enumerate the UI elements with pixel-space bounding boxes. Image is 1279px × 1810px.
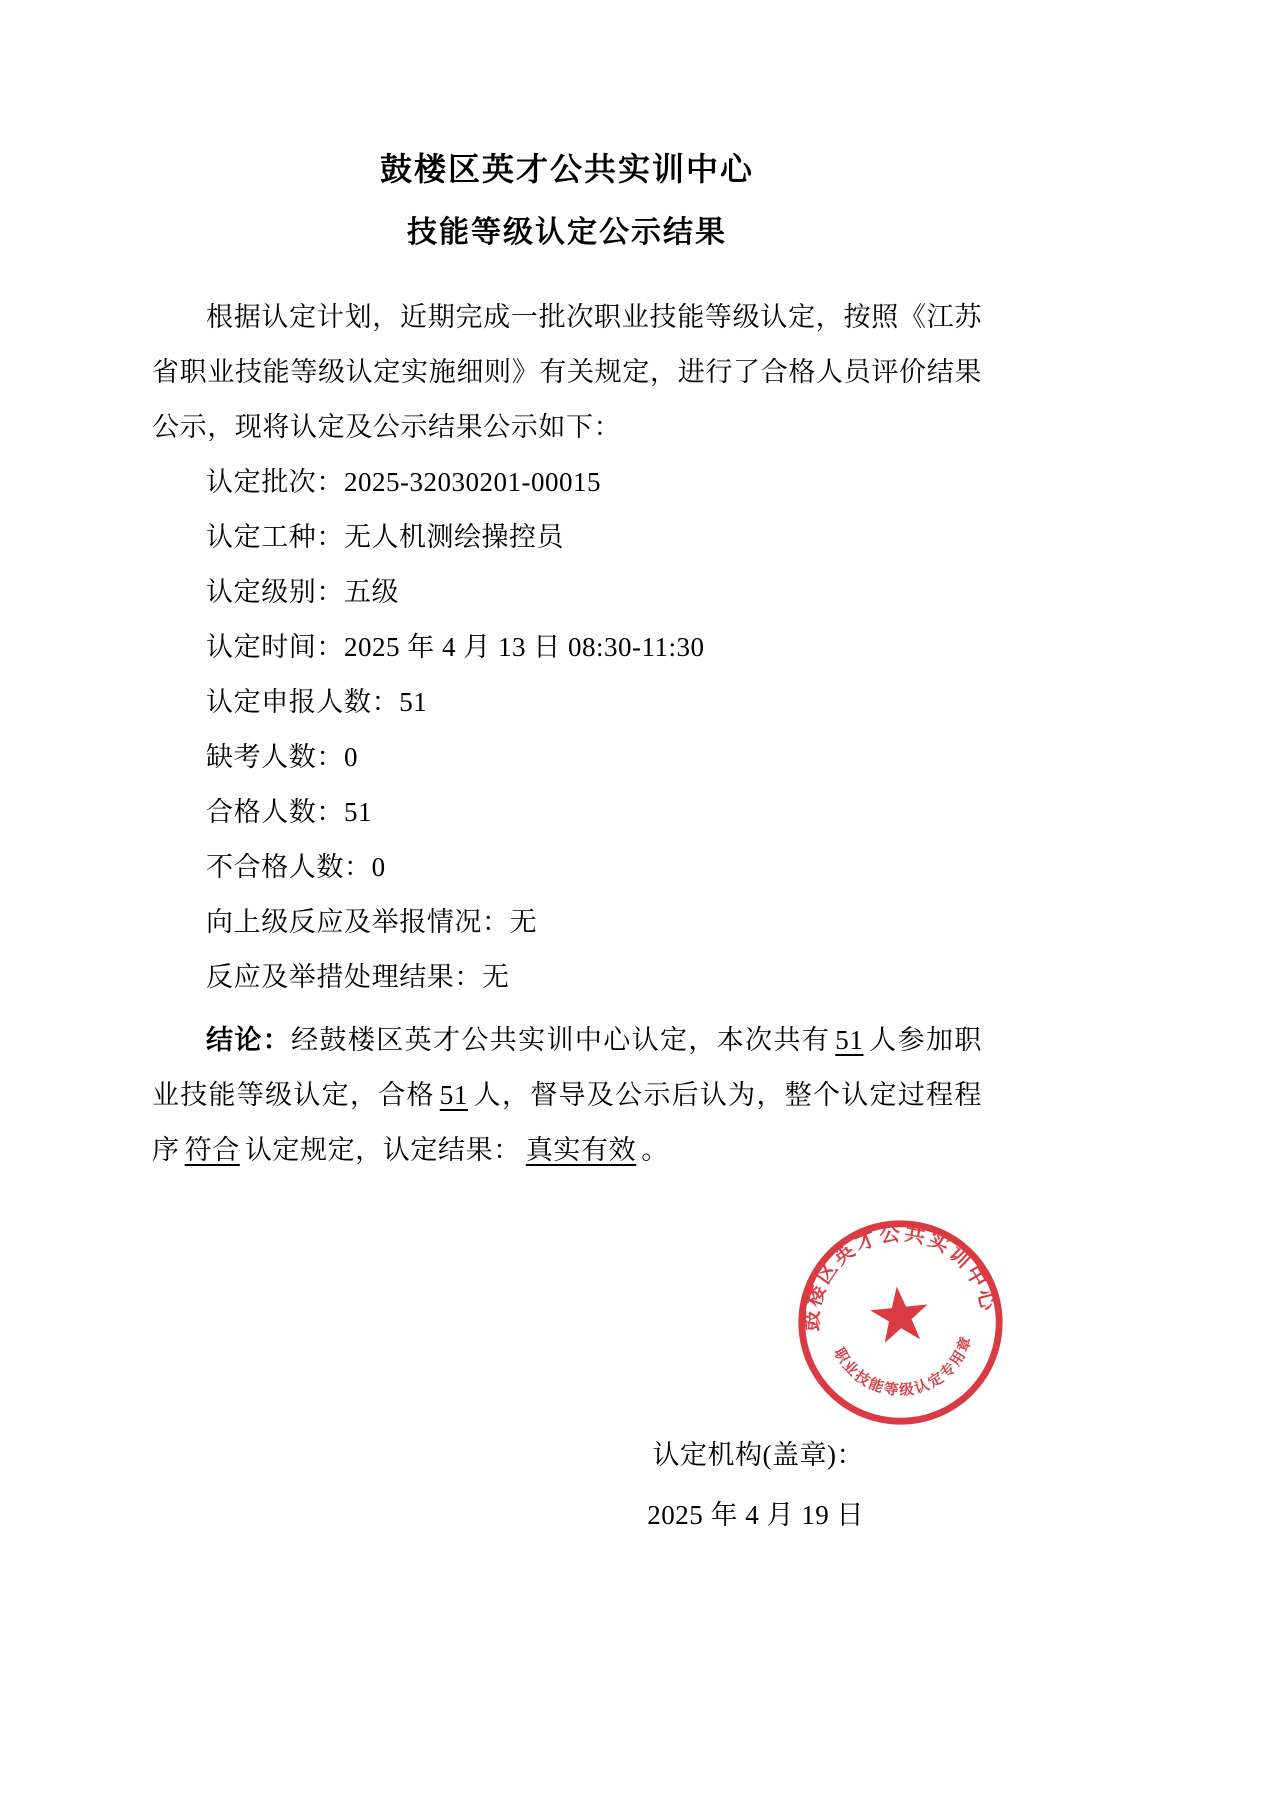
seal-top-text: 鼓楼区英才公共实训中心 (801, 1222, 1000, 1332)
list-item (152, 455, 982, 510)
item-value: 51 (344, 796, 372, 827)
list-item (152, 565, 982, 620)
seal-star-icon (868, 1284, 931, 1345)
final-result-value: 真实有效 (525, 1134, 637, 1165)
signing-date: 2025 年 4 月 19 日 (647, 1500, 864, 1530)
list-item (152, 675, 982, 730)
list-item (152, 510, 982, 565)
pass-people-value: 51 (439, 1079, 468, 1110)
conclusion-segment-1: 经鼓楼区英才公共实训中心认定，本次共有 (291, 1024, 831, 1055)
item-label: 不合格人数： (206, 851, 372, 882)
item-label: 反应及举措处理结果： (206, 961, 482, 992)
item-value: 51 (399, 686, 428, 717)
conclusion-segment-3: 人，督导及公示后认为，整个认定过程程序 (152, 1079, 982, 1165)
item-value: 无 (509, 906, 538, 937)
item-label: 向上级反应及举报情况： (206, 906, 510, 937)
item-value: 0 (371, 851, 386, 882)
conclusion-paragraph (152, 1005, 982, 1178)
signing-organization: 认定机构(盖章)： (652, 1440, 864, 1470)
list-item (152, 895, 982, 950)
conclusion-segment-5: 。 (641, 1134, 669, 1165)
item-label: 认定时间： (206, 631, 344, 662)
svg-text:鼓楼区英才公共实训中心 (789, 1212, 1001, 1334)
item-label: 认定批次： (206, 466, 344, 497)
item-value: 无人机测绘操控员 (344, 521, 564, 552)
total-people-value: 51 (835, 1024, 864, 1055)
item-value: 五级 (344, 576, 399, 607)
item-value: 0 (344, 741, 358, 772)
list-item (152, 620, 982, 675)
list-item (152, 950, 982, 1005)
item-value: 2025-32030201-00015 (344, 466, 601, 497)
seal-bottom-text: 职业技能等级认定专用章 (830, 1333, 976, 1400)
procedure-result-value: 符合 (184, 1134, 240, 1165)
conclusion-segment-2: 人参加职业技能等级认定，合格 (152, 1024, 982, 1110)
intro-paragraph: 根据认定计划，近期完成一批次职业技能等级认定，按照《江苏省职业技能等级认定实施细则》有关规定，进行了合格人员评价结果公示，现将认定及公示结果公示如下： (152, 301, 982, 442)
item-label: 认定级别： (206, 576, 344, 607)
item-value: 无 (482, 961, 510, 992)
item-label: 合格人数： (206, 796, 344, 827)
detail-list (152, 455, 982, 1005)
svg-text:职业技能等级认定专用章 (830, 1331, 982, 1406)
item-label: 认定申报人数： (206, 686, 400, 717)
list-item (152, 785, 982, 840)
conclusion-lead: 结论： (206, 1024, 292, 1055)
page-subtitle: 技能等级认定公示结果 (407, 216, 727, 250)
item-label: 缺考人数： (206, 741, 344, 772)
conclusion-segment-4: 认定规定，认定结果： (244, 1134, 521, 1165)
item-value: 2025 年 4 月 13 日 08:30-11:30 (344, 631, 705, 662)
list-item (152, 730, 982, 785)
item-label: 认定工种： (206, 521, 344, 552)
official-seal-stamp (793, 1215, 1008, 1430)
signature-block (152, 1425, 982, 1545)
list-item (152, 840, 982, 895)
page-title: 鼓楼区英才公共实训中心 (379, 151, 754, 187)
